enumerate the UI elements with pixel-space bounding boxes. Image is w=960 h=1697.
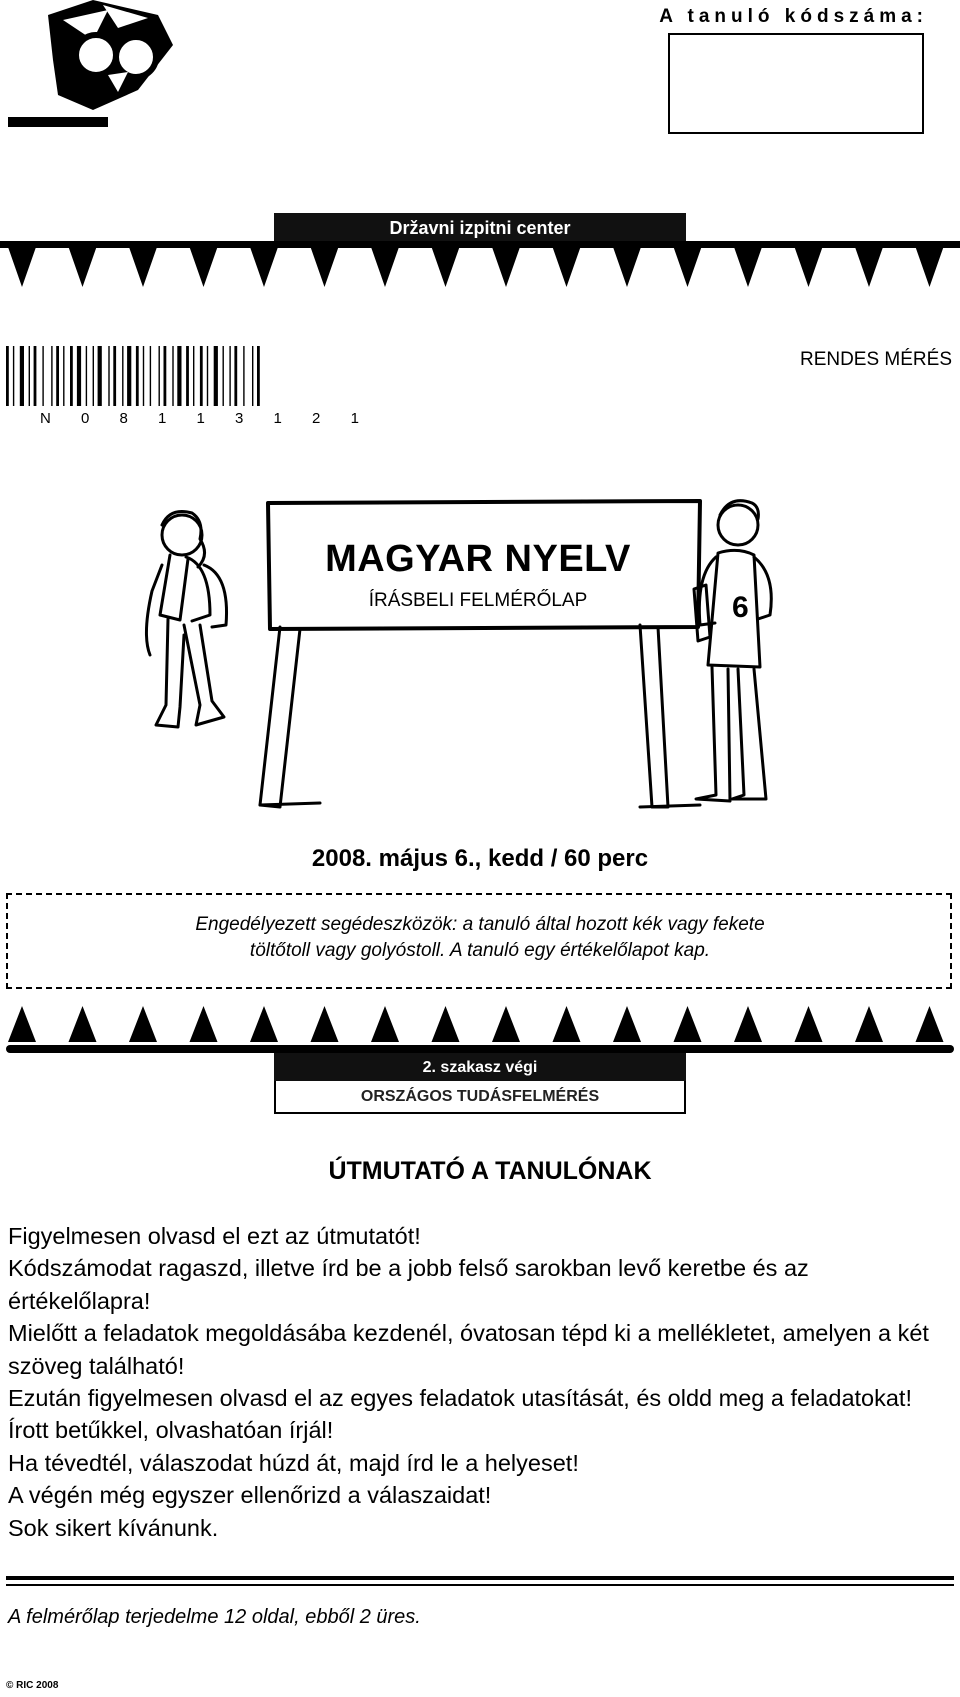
barcode-bar <box>6 346 9 406</box>
center-name-band: Državni izpitni center <box>274 213 686 243</box>
barcode-number: N 0 8 1 1 3 1 2 1 <box>40 410 372 427</box>
pennant-flag <box>371 1006 399 1042</box>
section-band: 2. szakasz végi <box>274 1053 686 1081</box>
barcode-bar <box>223 346 224 406</box>
barcode-bar <box>127 346 131 406</box>
barcode-bar <box>164 346 167 406</box>
instruction-item: Ha tévedtél, válaszodat húzd át, majd írd le a helyeset! <box>8 1449 579 1476</box>
ric-logo <box>8 0 188 130</box>
allowed-tools-line-2: töltőtoll vagy golyóstoll. A tanuló egy értékelőlapot kap. <box>249 940 711 961</box>
barcode-bar <box>113 346 116 406</box>
pennant-flag <box>795 1006 823 1042</box>
pennant-flag <box>190 247 218 287</box>
barcode-bar <box>51 346 52 406</box>
pennant-flag <box>674 1006 702 1042</box>
barcode-bar <box>108 346 109 406</box>
pennant-flag <box>916 247 944 287</box>
barcode-bar <box>143 346 144 406</box>
barcode-bar <box>77 346 81 406</box>
barcode-bar <box>214 346 218 406</box>
barcode-bar <box>98 346 102 406</box>
barcode-bar <box>63 346 64 406</box>
pennant-flag <box>613 247 641 287</box>
pennant-flag <box>8 1006 36 1042</box>
pennant-flag <box>371 247 399 287</box>
instruction-item: Mielőtt a feladatok megoldásába kezdenél, óvatosan tépd ki a mellékletet, amelyen a két szöveg található! <box>8 1320 929 1379</box>
pennant-flags-top <box>0 247 960 289</box>
barcode-bar <box>159 346 160 406</box>
pennant-flag <box>69 247 97 287</box>
pennant-flag <box>855 247 883 287</box>
instructions-list <box>8 1220 953 1544</box>
pennant-flag <box>250 1006 278 1042</box>
allowed-tools-line-1: Engedélyezett segédeszközök: a tanuló által hozott kék vagy fekete <box>195 914 765 935</box>
pennant-flag <box>613 1006 641 1042</box>
pennant-flag <box>250 247 278 287</box>
barcode-bar <box>243 346 244 406</box>
instruction-item: Kódszámodat ragaszd, illetve írd be a jobb felső sarokban levő keretbe és az értékelőlapra! <box>8 1255 809 1314</box>
instruction-item: Figyelmesen olvasd el ezt az útmutatót! <box>8 1223 421 1249</box>
copyright: © RIC 2008 <box>6 1680 59 1691</box>
barcode-bar <box>93 346 94 406</box>
barcode-bar <box>70 346 73 406</box>
instruction-item: Írott betűkkel, olvashatóan írjál! <box>8 1417 334 1444</box>
pennant-flag <box>69 1006 97 1042</box>
exam-type: RENDES MÉRÉS <box>799 349 952 370</box>
pennant-flag <box>553 247 581 287</box>
shirt-number: 6 <box>732 591 749 624</box>
barcode-bar <box>42 346 43 406</box>
pennant-flag <box>129 247 157 287</box>
section-box: ORSZÁGOS TUDÁSFELMÉRÉS <box>274 1081 686 1114</box>
barcode-bar <box>56 346 59 406</box>
instructions-title: ÚTMUTATÓ A TANULÓNAK <box>328 1157 652 1185</box>
barcode-bar <box>13 346 14 406</box>
barcode-bar <box>186 346 189 406</box>
allowed-tools-text <box>20 912 940 964</box>
barcode-bar <box>29 346 30 406</box>
exam-date: 2008. május 6., kedd / 60 perc <box>311 845 649 872</box>
pennant-flag <box>492 1006 520 1042</box>
instruction-item: A végén még egyszer ellenőrizd a válaszaidat! <box>8 1482 492 1509</box>
barcode-bar <box>229 346 230 406</box>
footer-rule-thick <box>6 1576 954 1580</box>
pages-note: A felmérőlap terjedelme 12 oldal, ebből 2 üres. <box>8 1606 421 1628</box>
pennant-flag <box>553 1006 581 1042</box>
pennant-flag <box>916 1006 944 1042</box>
subject-subtitle: ÍRÁSBELI FELMÉRŐLAP <box>368 590 588 611</box>
barcode-bar <box>150 346 151 406</box>
barcode-bar <box>193 346 194 406</box>
pennant-flag <box>311 247 339 287</box>
student-code-box[interactable] <box>668 33 924 134</box>
pennant-flag <box>492 247 520 287</box>
barcode-bar <box>172 346 173 406</box>
pennant-flag <box>734 247 762 287</box>
band-rule <box>6 1045 954 1053</box>
pennant-flag <box>432 247 460 287</box>
barcode-bar <box>136 346 139 406</box>
pennant-flag <box>8 247 36 287</box>
student-code-label: A tanuló kódszáma: <box>659 6 928 27</box>
pennant-flag <box>855 1006 883 1042</box>
pennant-flag <box>311 1006 339 1042</box>
barcode-bar <box>207 346 208 406</box>
barcode-bar <box>257 346 260 406</box>
barcode-bar <box>252 346 253 406</box>
barcode-bar <box>200 346 203 406</box>
barcode-bar <box>34 346 37 406</box>
pennant-flag <box>795 247 823 287</box>
barcode <box>6 346 286 410</box>
pennant-flag <box>190 1006 218 1042</box>
barcode-bar <box>86 346 87 406</box>
subject-title: MAGYAR NYELV <box>325 538 631 580</box>
pennant-flags-bottom <box>0 1005 960 1055</box>
pennant-flag <box>674 247 702 287</box>
barcode-bar <box>234 346 237 406</box>
pennant-flag <box>734 1006 762 1042</box>
footer-rule-thin <box>6 1584 954 1586</box>
instruction-item: Ezután figyelmesen olvasd el az egyes feladatok utasítását, és oldd meg a feladatokat! <box>8 1385 912 1412</box>
barcode-bar <box>20 346 24 406</box>
pennant-flag <box>432 1006 460 1042</box>
instruction-item: Sok sikert kívánunk. <box>8 1514 219 1541</box>
barcode-bar <box>122 346 123 406</box>
pennant-flag <box>129 1006 157 1042</box>
barcode-bar <box>177 346 181 406</box>
